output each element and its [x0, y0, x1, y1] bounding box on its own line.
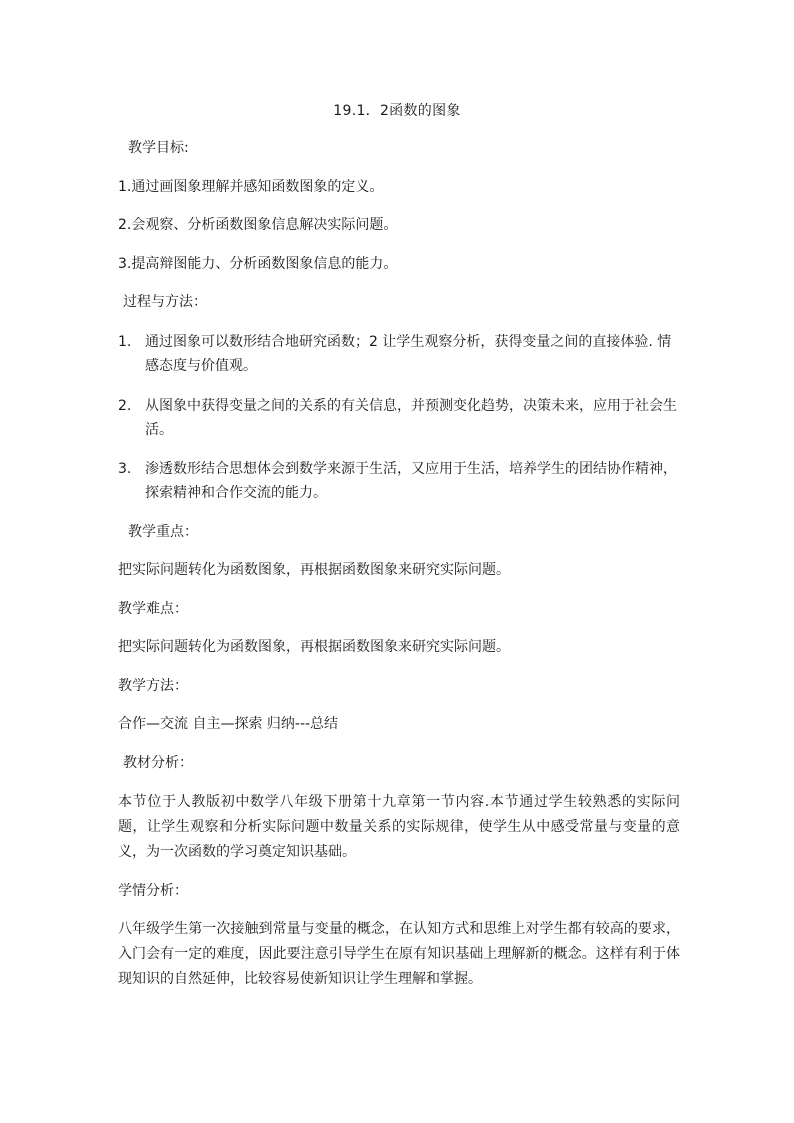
process-list-item: [118, 330, 678, 378]
list-text: 从图象中获得变量之间的关系的有关信息，并预测变化趋势，决策未来，应用于社会生活。: [145, 398, 677, 438]
list-number: 1.: [118, 334, 132, 350]
method-heading: 教学方法：: [118, 678, 188, 694]
objective-item: 3.提高辩图能力、分析函数图象信息的能力。: [118, 256, 398, 272]
material-heading: 教材分析：: [123, 755, 193, 771]
key-point-text: 把实际问题转化为函数图象，再根据函数图象来研究实际问题。: [118, 562, 510, 578]
difficulty-heading: 教学难点：: [118, 601, 188, 617]
key-point-heading: 教学重点：: [128, 524, 198, 540]
objectives-heading: 教学目标:: [128, 140, 189, 156]
list-text: 渗透数形结合思想体会到数学来源于生活，又应用于生活，培养学生的团结协作精神，探索精神和合作交流的能力。: [145, 461, 677, 501]
list-text: 通过图象可以数形结合地研究函数；2 让学生观察分析，获得变量之间的直接体验. 情感态度与价值观。: [145, 334, 672, 374]
method-text: 合作—交流 自主—探索 归纳---总结: [118, 716, 339, 732]
students-heading: 学情分析：: [118, 883, 188, 899]
material-text: 本节位于人教版初中数学八年级下册第十九章第一节内容.本节通过学生较熟悉的实际问题，让学生观察和分析实际问题中数量关系的实际规律，使学生从中感受常量与变量的意义，为一次函数的学习奠定知识基础。: [118, 794, 680, 860]
list-number: 3.: [118, 461, 132, 477]
difficulty-text: 把实际问题转化为函数图象，再根据函数图象来研究实际问题。: [118, 639, 510, 655]
objective-item: 2.会观察、分析函数图象信息解决实际问题。: [118, 217, 398, 233]
process-list-item: [118, 457, 678, 505]
process-list-item: [118, 394, 678, 442]
document-title: 19.1．2函数的图象: [333, 103, 461, 119]
students-text: 八年级学生第一次接触到常量与变量的概念，在认知方式和思维上对学生都有较高的要求，入门会有一定的难度，因此要注意引导学生在原有知识基础上理解新的概念。这样有利于体现知识的自然延伸，比较容易使新知识让学生理解和掌握。: [118, 921, 680, 987]
process-heading: 过程与方法：: [123, 294, 207, 310]
list-number: 2.: [118, 398, 132, 414]
objective-item: 1.通过画图象理解并感知函数图象的定义。: [118, 179, 384, 195]
